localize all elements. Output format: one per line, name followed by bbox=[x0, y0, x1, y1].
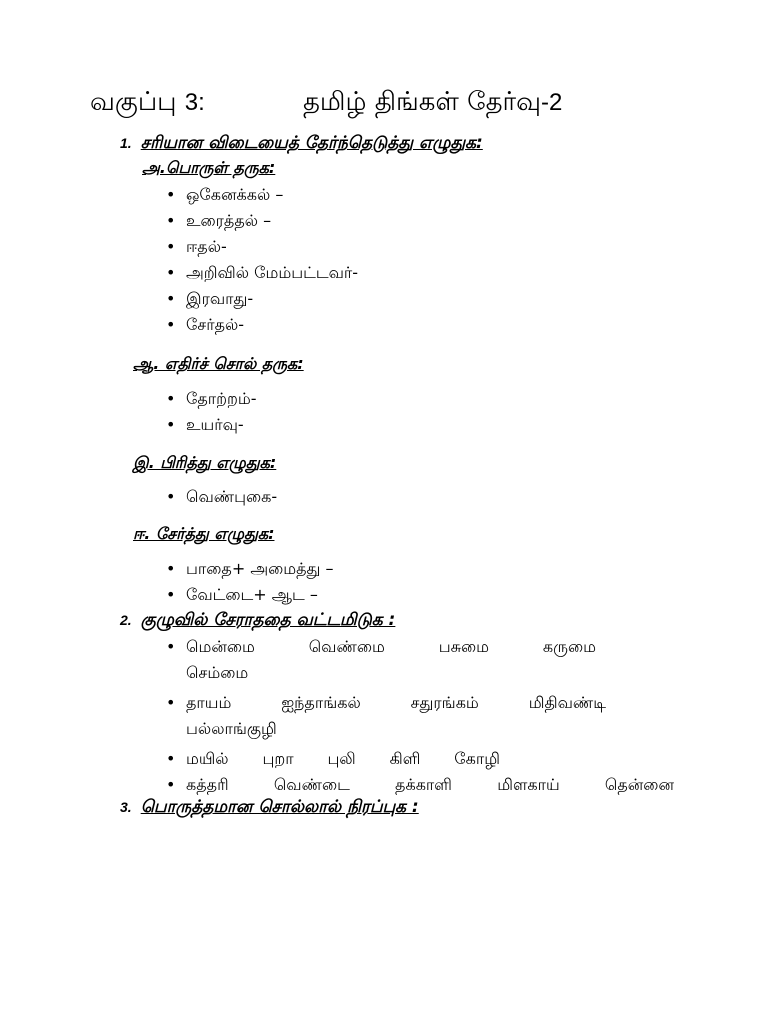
group-item bbox=[164, 746, 674, 772]
word: பசுமை bbox=[438, 637, 490, 656]
word: • மென்மை bbox=[186, 637, 255, 656]
exam-title bbox=[303, 82, 562, 123]
question-2-number: 2. bbox=[120, 612, 132, 628]
word: புலி bbox=[327, 749, 356, 768]
list-item: • வெண்புகை- bbox=[164, 484, 277, 510]
question-3-heading bbox=[120, 795, 419, 819]
section-a-list bbox=[164, 182, 358, 338]
word-row bbox=[186, 690, 606, 716]
class-label bbox=[90, 82, 205, 123]
section-i-heading: இ. பிரித்து எழுதுக: bbox=[133, 453, 277, 472]
section-aa-list bbox=[164, 386, 257, 438]
word: தக்காளி bbox=[395, 775, 452, 794]
section-aa-heading: ஆ. எதிர்ச் சொல் தருக: bbox=[133, 354, 304, 373]
section-ii-list bbox=[164, 556, 334, 608]
word: • தாயம் bbox=[186, 693, 232, 712]
section-i-list bbox=[164, 484, 277, 510]
group-list bbox=[164, 634, 674, 798]
word: மிதிவண்டி bbox=[528, 693, 606, 712]
list-item: • ஒகேனக்கல் – bbox=[164, 182, 358, 208]
list-item: • வேட்டை+ ஆட – bbox=[164, 582, 334, 608]
question-3-number: 3. bbox=[120, 799, 132, 815]
list-item: • இரவாது- bbox=[164, 286, 358, 312]
list-item: • தோற்றம்- bbox=[164, 386, 257, 412]
word: கோழி bbox=[454, 749, 500, 768]
word-wrap: பல்லாங்குழி bbox=[186, 719, 277, 738]
list-item: • பாதை+ அமைத்து – bbox=[164, 556, 334, 582]
word: புறா bbox=[262, 749, 294, 768]
section-a-heading: அ.பொருள் தருக: bbox=[142, 158, 276, 177]
exam-title-text: தமிழ் திங்கள் தேர்வு bbox=[303, 87, 542, 117]
question-1-heading bbox=[120, 131, 483, 155]
group-item bbox=[164, 690, 674, 742]
word: வெண்டை bbox=[273, 775, 350, 794]
word: தென்னை bbox=[604, 775, 674, 794]
word-row bbox=[186, 634, 596, 660]
word: மிளகாய் bbox=[497, 775, 560, 794]
question-1-number: 1. bbox=[120, 135, 132, 151]
title-row bbox=[90, 82, 650, 122]
word: கருமை bbox=[542, 637, 596, 656]
exam-number: -2 bbox=[541, 89, 563, 116]
group-item bbox=[164, 634, 674, 686]
word-row bbox=[186, 746, 500, 772]
question-2-heading bbox=[120, 608, 395, 632]
word: ஐந்தாங்கல் bbox=[281, 693, 361, 712]
question-2-text: குழுவில் சேராததை வட்டமிடுக : bbox=[140, 610, 396, 630]
word-wrap: செம்மை bbox=[186, 663, 249, 682]
word: • மயில் bbox=[186, 749, 229, 768]
class-label-text: வகுப்பு bbox=[90, 87, 177, 117]
list-item: • சேர்தல்- bbox=[164, 312, 358, 338]
list-item: • அறிவில் மேம்பட்டவர்- bbox=[164, 260, 358, 286]
question-1-text: சரியான விடையைத் தேர்ந்தெடுத்து எழுதுக: bbox=[140, 133, 483, 153]
word: சதுரங்கம் bbox=[410, 693, 479, 712]
word: வெண்மை bbox=[308, 637, 385, 656]
list-item: • ஈதல்- bbox=[164, 234, 358, 260]
question-3-text: பொருத்தமான சொல்லால் நிரப்புக : bbox=[140, 797, 419, 817]
class-number: 3: bbox=[184, 89, 205, 116]
list-item: • உரைத்தல் – bbox=[164, 208, 358, 234]
list-item: • உயர்வு- bbox=[164, 412, 257, 438]
section-ii-heading: ஈ. சேர்த்து எழுதுக: bbox=[133, 524, 275, 543]
word: கிளி bbox=[389, 749, 421, 768]
word: • கத்தரி bbox=[186, 775, 229, 794]
